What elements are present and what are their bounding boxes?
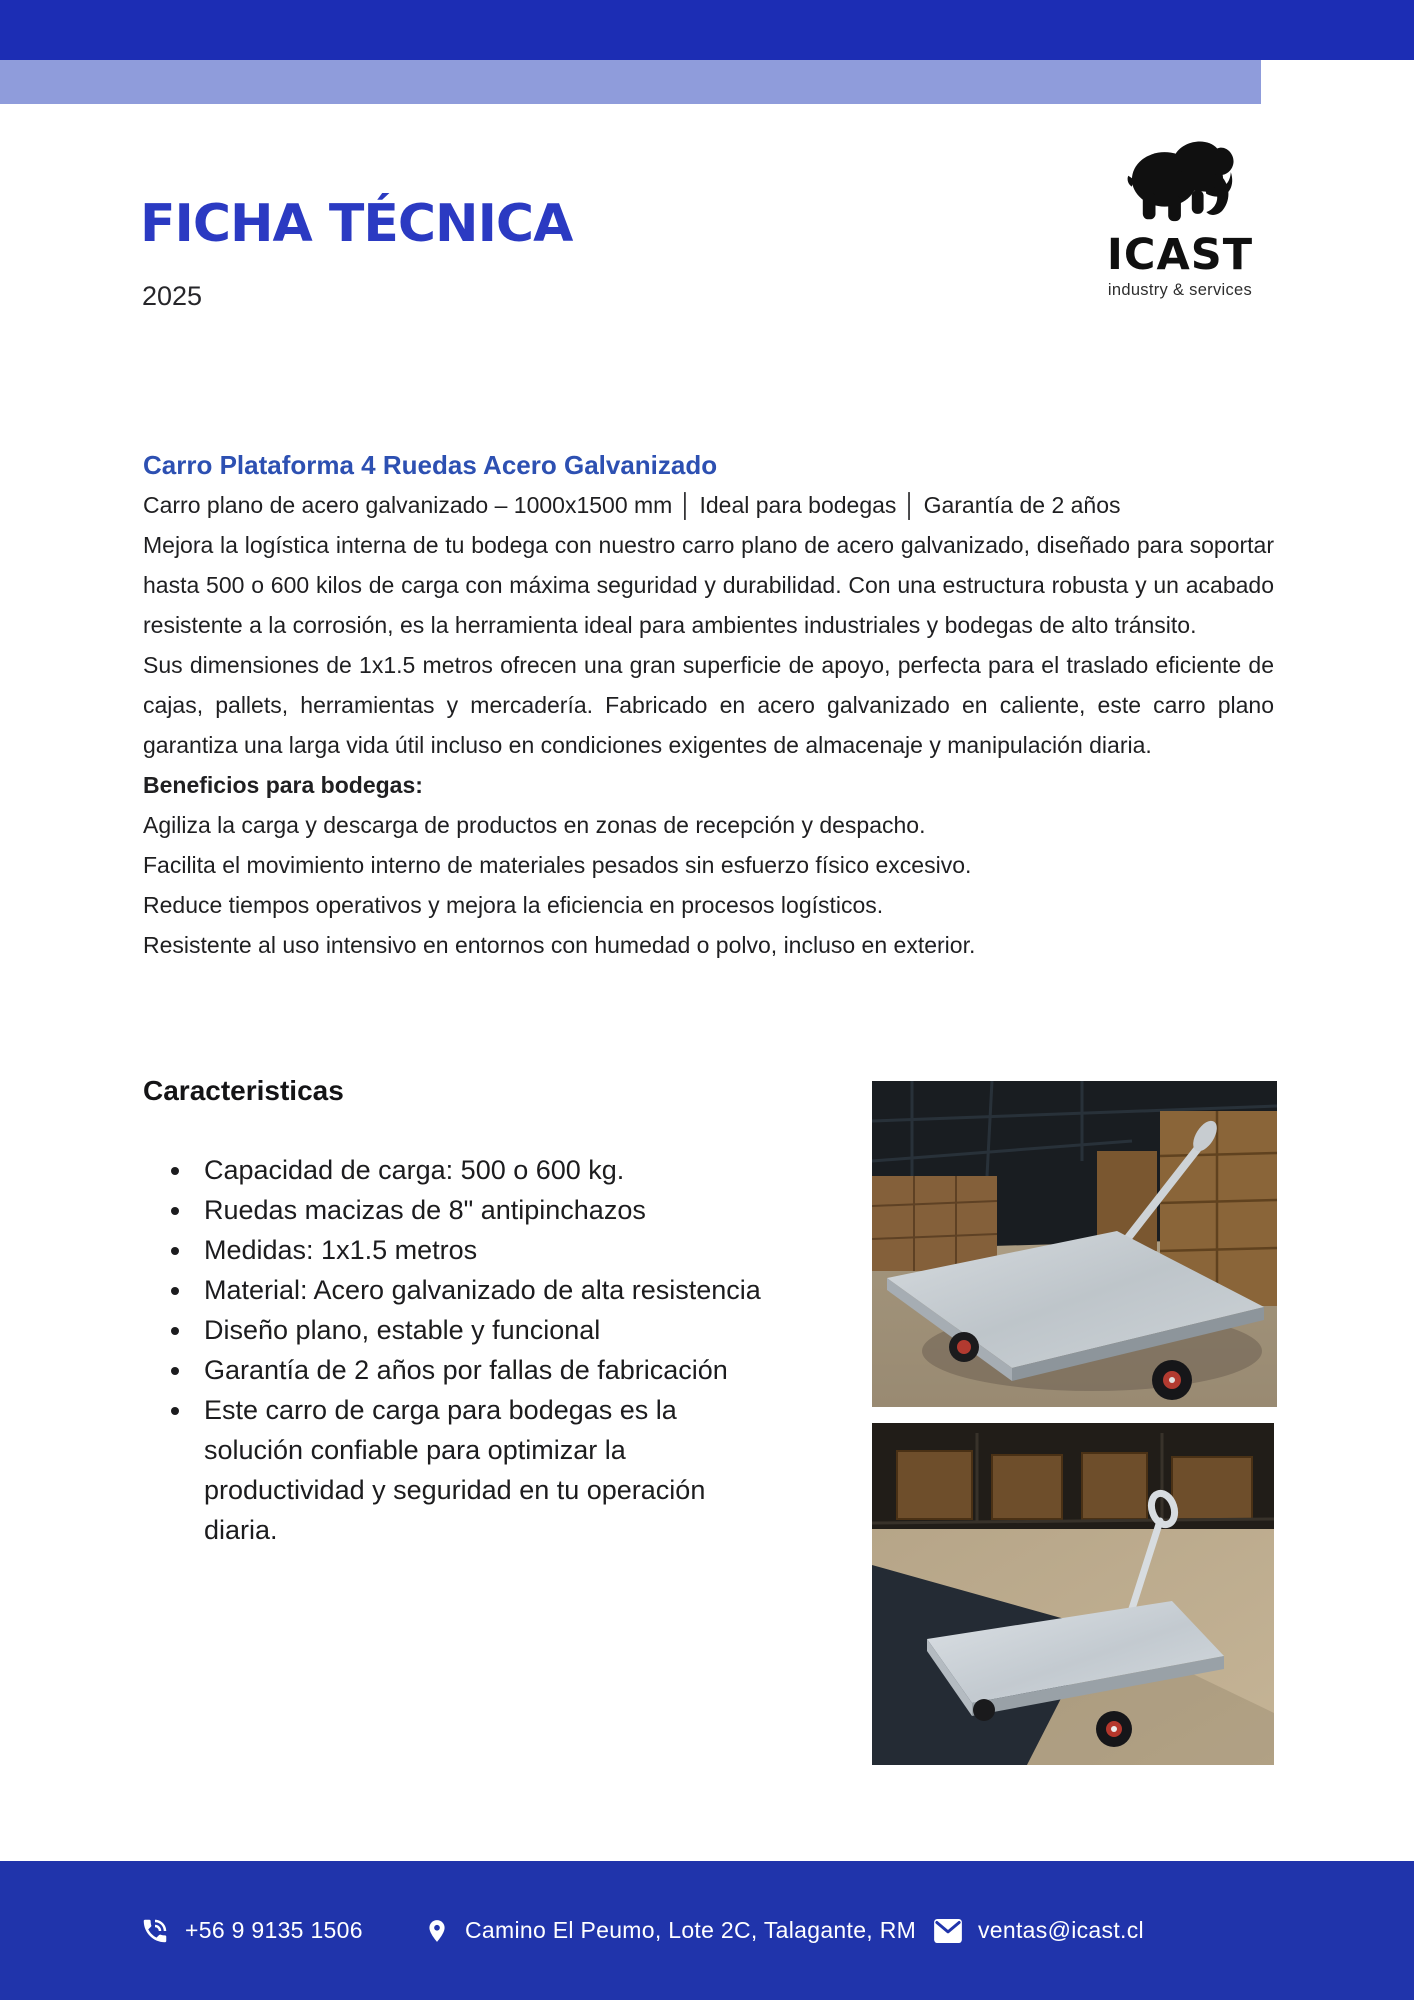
footer-address-text: Camino El Peumo, Lote 2C, Talagante, RM [465,1917,917,1943]
footer-address [424,1861,916,2000]
logo-wordmark: ICAST [1106,230,1254,280]
product-subtitle: Carro plano de acero galvanizado – 1000x1500 mm │ Ideal para bodegas │ Garantía de 2 años [143,492,1121,518]
page-title: FICHA TÉCNICA [140,194,573,254]
footer-phone-text[interactable]: +56 9 9135 1506 [185,1917,363,1943]
benefit-line-4: Resistente al uso intensivo en entornos con humedad o polvo, incluso en exterior. [143,932,976,958]
features-list [152,1150,762,1550]
feature-item: • Ruedas macizas de 8" antipinchazos [194,1190,762,1230]
product-paragraph-1: Mejora la logística interna de tu bodega con nuestro carro plano de acero galvanizado, diseñado para soportar hasta 500 o 600 kilos de carga con máxima seguridad y durabilidad. Con una estructura robusta y un acabado resistente a la corrosión, es la herramienta ideal para ambientes industriales y bodegas de alto tránsito. [143,532,1274,638]
feature-item: • Capacidad de carga: 500 o 600 kg. [194,1150,762,1190]
footer-bar [0,1861,1414,2000]
benefits-title: Beneficios para bodegas: [143,772,423,798]
product-photo-warehouse [872,1081,1277,1407]
year-label: 2025 [142,281,203,311]
product-heading: Carro Plataforma 4 Ruedas Acero Galvanizado [143,450,718,480]
top-bar-dark [0,0,1414,60]
phone-icon [140,1916,170,1946]
logo-tagline: industry & services [1107,281,1253,299]
feature-item: • Este carro de carga para bodegas es la solución confiable para optimizar la productividad y seguridad en tu operación diaria. [194,1390,762,1550]
mammoth-icon [1121,134,1239,232]
feature-item: • Medidas: 1x1.5 metros [194,1230,762,1270]
footer-phone [140,1861,363,2000]
benefit-line-1: Agiliza la carga y descarga de productos en zonas de recepción y despacho. [143,812,926,838]
feature-item: • Material: Acero galvanizado de alta resistencia [194,1270,762,1310]
features-title: Caracteristicas [143,1075,344,1106]
benefit-line-2: Facilita el movimiento interno de materiales pesados sin esfuerzo físico excesivo. [143,852,972,878]
product-paragraph-2: Sus dimensiones de 1x1.5 metros ofrecen una gran superficie de apoyo, perfecta para el traslado eficiente de cajas, pallets, herramientas y mercadería. Fabricado en acero galvanizado en caliente, este carro plano garantiza una larga vida útil incluso en condiciones exigentes de almacenaje y manipulación diaria. [143,652,1274,758]
product-photo-outdoor [872,1423,1274,1765]
top-bar-accent [0,60,1261,104]
footer-email-text[interactable]: ventas@icast.cl [978,1917,1144,1943]
footer-email [933,1861,1144,2000]
feature-item: • Garantía de 2 años por fallas de fabricación [194,1350,762,1390]
mail-icon [933,1918,963,1944]
product-description [143,445,1274,965]
benefit-line-3: Reduce tiempos operativos y mejora la eficiencia en procesos logísticos. [143,892,884,918]
location-pin-icon [424,1916,450,1946]
icast-logo [1088,134,1272,300]
feature-item: • Diseño plano, estable y funcional [194,1310,762,1350]
